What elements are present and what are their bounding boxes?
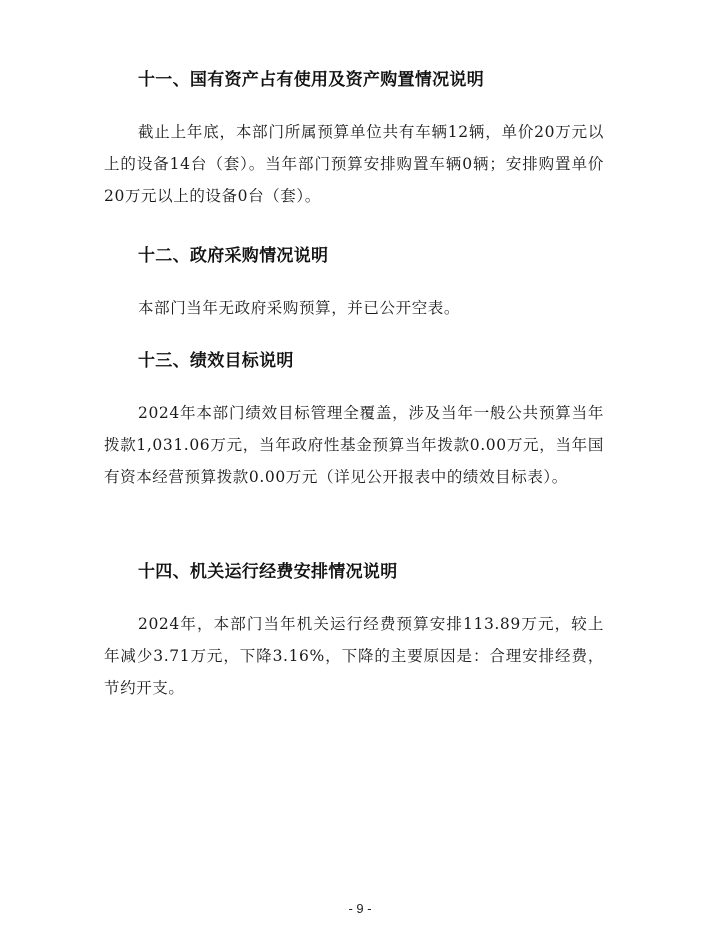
section-body: 本部门当年无政府采购预算，并已公开空表。 [138, 299, 461, 317]
section-body: 2024年本部门绩效目标管理全覆盖，涉及当年一般公共预算当年拨款1,031.06万元，当年政府性基金预算当年拨款0.00万元，当年国有资本经营预算拨款0.00万元（详见公开报表中的绩效目标表）。 [104, 404, 604, 486]
section-body: 2024年，本部门当年机关运行经费预算安排113.89万元，较上年减少3.71万元，下降3.16%，下降的主要原因是：合理安排经费，节约开支。 [104, 615, 604, 697]
page-number: - 9 - [348, 901, 372, 916]
section-assets [104, 68, 604, 212]
section-heading: 十三、绩效目标说明 [138, 351, 294, 371]
section-heading: 十一、国有资产占有使用及资产购置情况说明 [138, 70, 484, 90]
section-procurement [104, 244, 604, 324]
section-body: 截止上年底，本部门所属预算单位共有车辆12辆，单价20万元以上的设备14台（套）。当年部门预算安排购置车辆0辆；安排购置单价20万元以上的设备0台（套）。 [104, 123, 604, 205]
section-heading: 十二、政府采购情况说明 [138, 246, 329, 266]
section-operating-expenses [104, 560, 604, 704]
section-heading: 十四、机关运行经费安排情况说明 [138, 562, 398, 582]
section-performance [104, 349, 604, 493]
